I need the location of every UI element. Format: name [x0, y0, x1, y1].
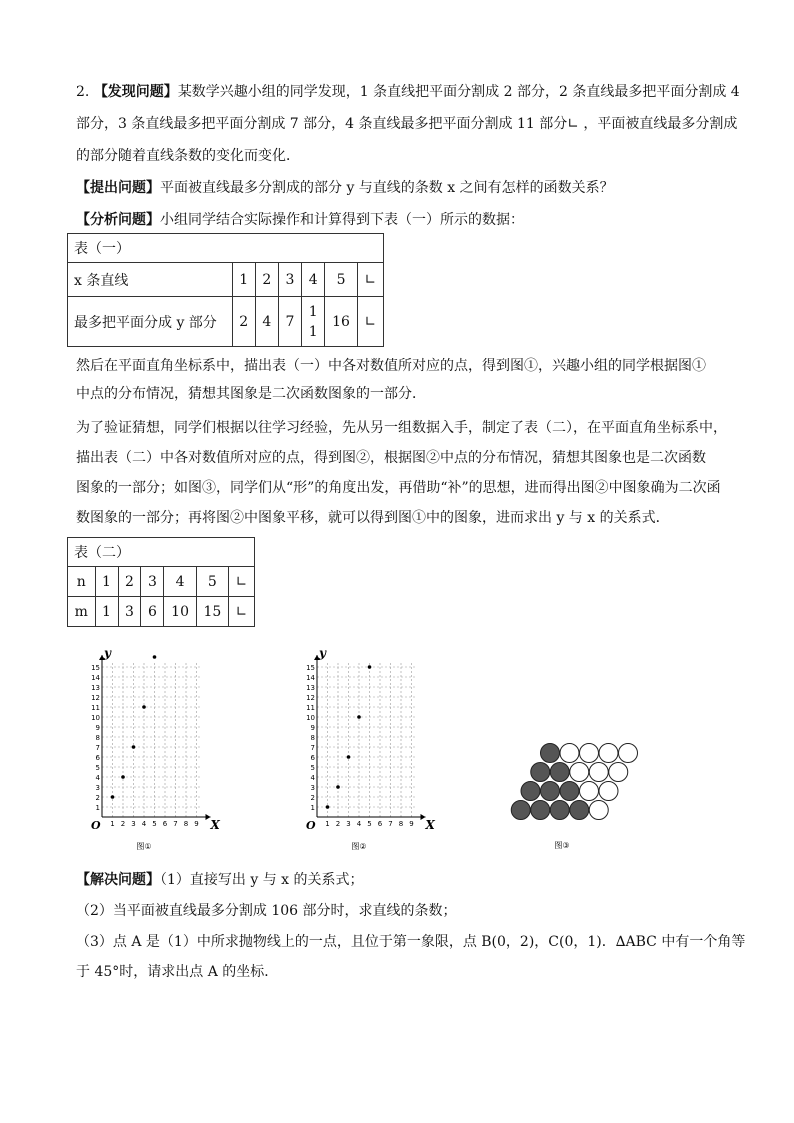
table-one-cell: 2	[232, 297, 255, 347]
analysis-text: 小组同学结合实际操作和计算得到下表（一）所示的数据：	[160, 212, 524, 228]
question-text: 平面被直线最多分割成的部分 y 与直线的条数 x 之间有怎样的函数关系？	[160, 180, 614, 196]
data-point	[357, 715, 361, 719]
table-two-cell: 3	[141, 567, 164, 597]
table-two-cell: m	[68, 597, 96, 627]
y-tick-label: 10	[91, 714, 100, 722]
dark-circle	[541, 744, 560, 763]
y-tick-label: 11	[91, 704, 100, 712]
table-two-cell: 6	[141, 597, 164, 627]
y-tick-label: 13	[306, 684, 315, 692]
data-point	[368, 665, 372, 669]
y-tick-label: 7	[310, 744, 315, 752]
x-tick-label: 9	[409, 820, 414, 828]
y-tick-label: 6	[95, 754, 100, 762]
x-tick-label: 2	[335, 820, 341, 828]
table-two	[67, 537, 255, 627]
table-two-cell: ∟	[229, 597, 255, 627]
question-number: 2.	[76, 84, 90, 100]
y-tick-label: 3	[310, 784, 315, 792]
tag-solve: 【解决问题】	[76, 872, 160, 888]
x-tick-label: 1	[325, 820, 330, 828]
table-one-cell: ∟	[357, 263, 383, 297]
y-tick-label: 4	[95, 774, 100, 782]
y-tick-label: 14	[306, 674, 315, 682]
table-one-caption: 表（一）	[68, 234, 384, 263]
solve-q2: （2）当平面被直线最多分割成 106 部分时，求直线的条数；	[76, 903, 457, 919]
x-tick-label: 8	[398, 820, 404, 828]
origin-label: O	[306, 819, 316, 832]
x-tick-label: 4	[356, 820, 362, 828]
dark-circle	[531, 763, 550, 782]
y-tick-label: 9	[310, 724, 315, 732]
x-tick-label: 2	[120, 820, 126, 828]
table-one-cell: 7	[278, 297, 301, 347]
data-point	[111, 795, 115, 799]
data-point	[132, 745, 136, 749]
y-tick-label: 5	[95, 764, 100, 772]
para1-line-1: 然后在平面直角坐标系中，描出表（一）中各对数值所对应的点，得到图①，兴趣小组的同学根据图①	[76, 358, 706, 374]
y-tick-label: 1	[95, 804, 100, 812]
figure-2-graph	[295, 645, 440, 855]
figure-3-circles	[500, 735, 660, 855]
dark-circle	[550, 763, 569, 782]
solve-q3-line-1: （3）点 A 是（1）中所求抛物线上的一点，且位于第一象限，点 B(0，2)，C(0，1)．∆ABC 中有一个角等	[76, 934, 746, 950]
x-tick-label: 7	[388, 820, 393, 828]
figure-1-graph	[80, 645, 225, 855]
y-tick-label: 5	[310, 764, 315, 772]
table-one-cell-line: 1	[308, 323, 318, 340]
table-one-cell: 4	[255, 297, 278, 347]
y-tick-label: 10	[306, 714, 315, 722]
table-two-cell: 10	[164, 597, 196, 627]
table-two-cell: 1	[95, 567, 118, 597]
light-circle	[609, 763, 628, 782]
dark-circle	[541, 782, 560, 801]
para2-line-2: 描出表（二）中各对数值所对应的点，得到图②，根据图②中点的分布情况，猜想其图象也是二次函数	[76, 450, 706, 466]
solve-line-1	[76, 870, 726, 890]
data-point	[153, 655, 157, 659]
table-two-cell: n	[68, 567, 96, 597]
light-circle	[580, 744, 599, 763]
x-tick-label: 5	[152, 820, 157, 828]
table-one	[67, 233, 384, 347]
table-two-cell: ∟	[229, 567, 255, 597]
para1-line-2: 中点的分布情况，猜想其图象是二次函数图象的一部分．	[76, 386, 426, 402]
y-tick-label: 14	[91, 674, 100, 682]
data-point	[347, 755, 351, 759]
origin-label: O	[91, 819, 101, 832]
x-tick-label: 1	[110, 820, 115, 828]
x-axis-label: X	[210, 818, 220, 832]
y-tick-label: 6	[310, 754, 315, 762]
x-tick-label: 3	[346, 820, 351, 828]
light-circle	[619, 744, 638, 763]
x-tick-label: 6	[377, 820, 383, 828]
table-one-cell-line: 1	[308, 303, 318, 320]
y-axis-label: y	[104, 646, 111, 660]
dark-circle	[550, 801, 569, 820]
para2-line-4: 数图象的一部分；再将图②中图象平移，就可以得到图①中的图象，进而求出 y 与 x 的关系式．	[76, 510, 670, 526]
y-tick-label: 2	[95, 794, 100, 802]
table-one-cell: x 条直线	[68, 263, 233, 297]
light-circle	[589, 801, 608, 820]
analysis-line	[76, 210, 726, 230]
intro-text-1: 某数学兴趣小组的同学发现，1 条直线把平面分割成 2 部分，2 条直线最多把平面分割成 4	[177, 84, 740, 100]
table-two-cell: 2	[118, 567, 141, 597]
data-point	[326, 805, 330, 809]
y-tick-label: 4	[310, 774, 315, 782]
y-tick-label: 3	[95, 784, 100, 792]
x-tick-label: 3	[131, 820, 136, 828]
table-two-cell: 4	[164, 567, 196, 597]
para2-line-1: 为了验证猜想，同学们根据以往学习经验，先从另一组数据入手，制定了表（二），在平面直角坐标系中，	[76, 420, 727, 436]
y-tick-label: 12	[306, 694, 315, 702]
dark-circle	[521, 782, 540, 801]
table-two-cell: 1	[95, 597, 118, 627]
y-tick-label: 8	[95, 734, 100, 742]
intro-line-3: 的部分随着直线条数的变化而变化．	[76, 148, 300, 164]
solve-q1: （1）直接写出 y 与 x 的关系式；	[160, 872, 364, 888]
figure-caption: 图①	[136, 842, 152, 851]
light-circle	[580, 782, 599, 801]
figure-caption: 图③	[554, 841, 570, 850]
intro-line-2: 部分，3 条直线最多把平面分割成 7 部分，4 条直线最多把平面分割成 11 部分∟ ，平面被直线最多分割成	[76, 116, 738, 132]
dark-circle	[511, 801, 530, 820]
x-tick-label: 4	[141, 820, 147, 828]
y-tick-label: 15	[91, 664, 100, 672]
table-two-caption: 表（二）	[68, 538, 255, 567]
x-tick-label: 9	[194, 820, 199, 828]
x-tick-label: 8	[183, 820, 189, 828]
data-point	[336, 785, 340, 789]
table-two-cell: 15	[196, 597, 228, 627]
table-one-cell: 1	[232, 263, 255, 297]
y-axis-label: y	[319, 646, 326, 660]
tag-discover: 【发现问题】	[93, 84, 178, 100]
table-one-cell: 4	[302, 263, 325, 297]
light-circle	[599, 782, 618, 801]
y-tick-label: 7	[95, 744, 100, 752]
tag-analysis: 【分析问题】	[76, 212, 160, 228]
table-one-cell: 5	[325, 263, 358, 297]
y-tick-label: 13	[91, 684, 100, 692]
y-tick-label: 11	[306, 704, 315, 712]
tag-question: 【提出问题】	[76, 180, 160, 196]
x-axis-label: X	[425, 818, 435, 832]
data-point	[121, 775, 125, 779]
table-two-cell: 3	[118, 597, 141, 627]
table-one-cell: ∟	[357, 297, 383, 347]
table-one-cell: 16	[325, 297, 358, 347]
solve-q3-line-2: 于 45°时，请求出点 A 的坐标．	[76, 964, 279, 980]
table-one-cell: 3	[278, 263, 301, 297]
x-tick-label: 7	[173, 820, 178, 828]
y-tick-label: 2	[310, 794, 315, 802]
para2-line-3: 图象的一部分；如图③，同学们从“形”的角度出发，再借助“补”的思想，进而得出图②中图象确为二次函	[76, 480, 721, 496]
light-circle	[599, 744, 618, 763]
dark-circle	[531, 801, 550, 820]
table-one-cell: 2	[255, 263, 278, 297]
x-tick-label: 6	[162, 820, 168, 828]
y-tick-label: 15	[306, 664, 315, 672]
light-circle	[570, 763, 589, 782]
question-line	[76, 178, 726, 198]
figure-caption: 图②	[351, 842, 367, 851]
table-two-cell: 5	[196, 567, 228, 597]
data-point	[142, 705, 146, 709]
y-tick-label: 9	[95, 724, 100, 732]
dark-circle	[570, 801, 589, 820]
intro-line-1	[76, 82, 740, 102]
y-tick-label: 8	[310, 734, 315, 742]
y-tick-label: 12	[91, 694, 100, 702]
table-one-cell: 最多把平面分成 y 部分	[68, 297, 233, 347]
x-tick-label: 5	[367, 820, 372, 828]
y-tick-label: 1	[310, 804, 315, 812]
light-circle	[560, 744, 579, 763]
light-circle	[589, 763, 608, 782]
dark-circle	[560, 782, 579, 801]
table-one-cell	[302, 297, 325, 347]
